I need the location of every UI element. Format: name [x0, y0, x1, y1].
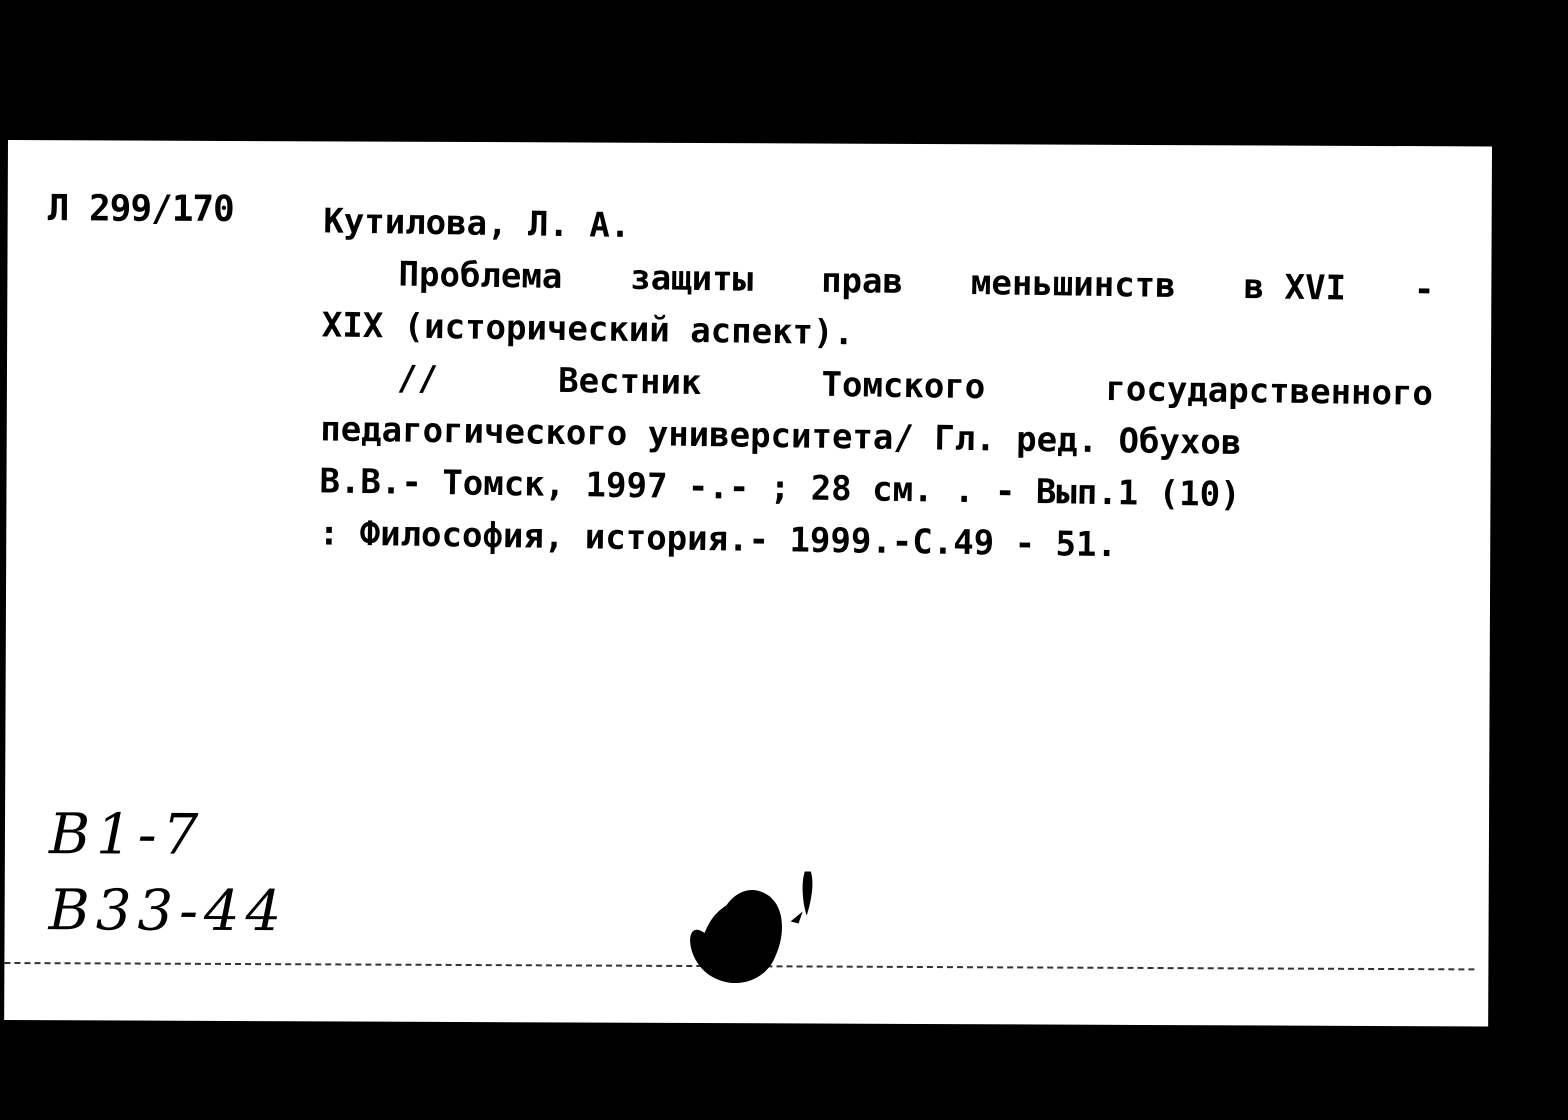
source-word: Вестник [557, 360, 702, 403]
title-word: в XVI [1243, 267, 1347, 309]
source-word: Томского [821, 364, 986, 408]
ink-blot-icon [664, 863, 845, 994]
catalog-card [4, 140, 1492, 1026]
handwritten-note-2: В33-44 [48, 878, 288, 945]
title-word: - [1413, 269, 1435, 310]
title-word: меньшинств [970, 262, 1176, 307]
title-word: защиты [630, 257, 754, 300]
author-name: Кутилова, Л. А. [323, 201, 631, 246]
source-line-4: : Философия, история.- 1999.-С.49 - 51. [318, 513, 1118, 566]
source-word: // [396, 358, 439, 400]
source-word: государственного [1105, 368, 1434, 414]
source-line-2: педагогического университета/ Гл. ред. Обухов [319, 409, 1242, 464]
bibliographic-entry [318, 195, 1435, 575]
title-word: Проблема [398, 254, 563, 297]
handwritten-note-1: В1-7 [48, 802, 205, 868]
call-number: Л 299/170 [47, 188, 234, 230]
title-word: прав [820, 260, 904, 302]
source-line-3: В.В.- Томск, 1997 -.- ; 28 см. . - Вып.1 (10) [319, 461, 1241, 516]
title-line-2: XIX (исторический аспект). [321, 305, 855, 354]
